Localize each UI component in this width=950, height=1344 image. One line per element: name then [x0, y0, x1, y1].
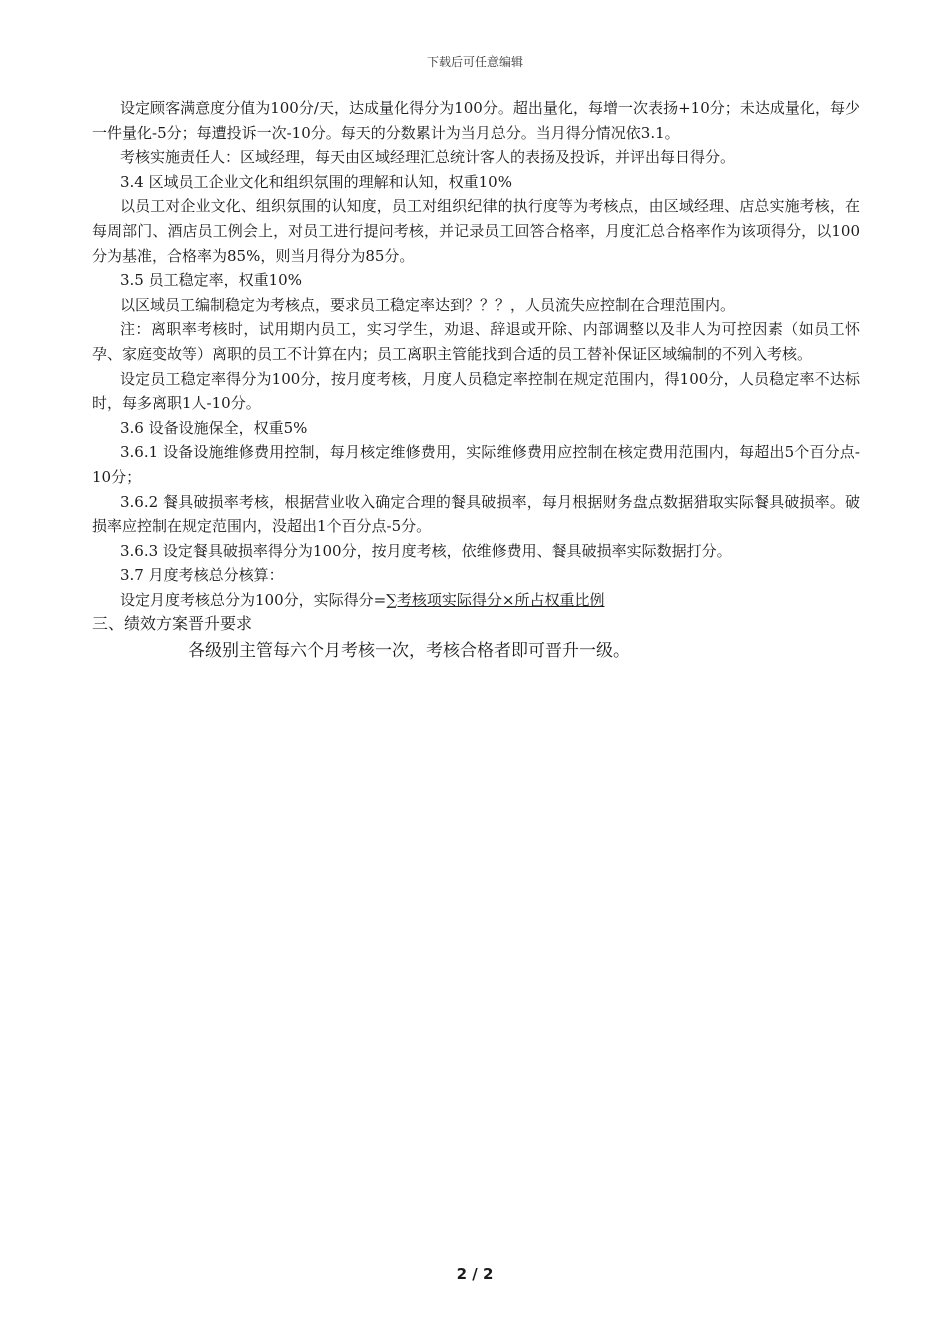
paragraph-responsible-person: 考核实施责任人：区域经理，每天由区域经理汇总统计客人的表扬及投诉，并评出每日得分。: [120, 148, 736, 167]
heading-3-5: 3.5 员工稳定率，权重10%: [120, 271, 302, 290]
heading-3-4: 3.4 区域员工企业文化和组织氛围的理解和认知，权重10%: [120, 172, 512, 191]
heading-3-7: 3.7 月度考核总分核算：: [120, 566, 284, 585]
heading-3-6: 3.6 设备设施保全，权重5%: [120, 418, 308, 437]
page-header: 下载后可任意编辑: [426, 55, 523, 69]
paragraph-stability-score: 设定员工稳定率得分为100分，按月度考核，月度人员稳定率控制在规定范围内，得100分，人员稳定率不达标时，每多离职1人-10分。: [92, 369, 860, 413]
paragraph-stability-goal: 以区域员工编制稳定为考核点，要求员工稳定率达到？？？，人员流失应控制在合理范围内。: [120, 295, 736, 314]
paragraph-3-6-2: 3.6.2 餐具破损率考核，根据营业收入确定合理的餐具破损率，每月根据财务盘点数据猎取实际餐具破损率。破损率应控制在规定范围内，没超出1个百分点-5分。: [92, 492, 860, 536]
paragraph-culture-assessment: 以员工对企业文化、组织氛围的认知度，员工对组织纪律的执行度等为考核点，由区域经理、店总实施考核，在每周部门、酒店员工例会上，对员工进行提问考核，并记录员工回答合格率，月度汇总合格率作为该项得分，以100分为基准，合格率为85%，则当月得分为85分。: [92, 197, 860, 265]
paragraph-promotion: 各级别主管每六个月考核一次，考核合格者即可晋升一级。: [188, 641, 630, 662]
formula-text: ∑考核项实际得分×所占权重比例: [386, 590, 605, 609]
paragraph-3-6-1: 3.6.1 设备设施维修费用控制，每月核定维修费用，实际维修费用应控制在核定费用范围内，每超出5个百分点-10分；: [92, 443, 860, 486]
paragraph-3-6-3: 3.6.3 设定餐具破损率得分为100分，按月度考核，依维修费用、餐具破损率实际数据打分。: [120, 541, 732, 560]
formula-prefix: 设定月度考核总分为100分，实际得分=: [120, 590, 387, 609]
page-number: 2 / 2: [456, 1265, 494, 1283]
paragraph-total-formula: [92, 588, 860, 613]
paragraph-satisfaction-score: 设定顾客满意度分值为100分/天，达成量化得分为100分。超出量化，每增一次表扬+10分；未达成量化，每少一件量化-5分；每遭投诉一次-10分。每天的分数累计为当月总分。当月得分情况依3.1。: [92, 99, 860, 142]
section-3-heading: 三、绩效方案晋升要求: [92, 614, 253, 634]
paragraph-note: 注：离职率考核时，试用期内员工，实习学生，劝退、辞退或开除、内部调整以及非人为可控因素（如员工怀孕、家庭变故等）离职的员工不计算在内；员工离职主管能找到合适的员工替补保证区域编制的不列入考核。: [92, 320, 860, 363]
document-body: [92, 96, 860, 666]
